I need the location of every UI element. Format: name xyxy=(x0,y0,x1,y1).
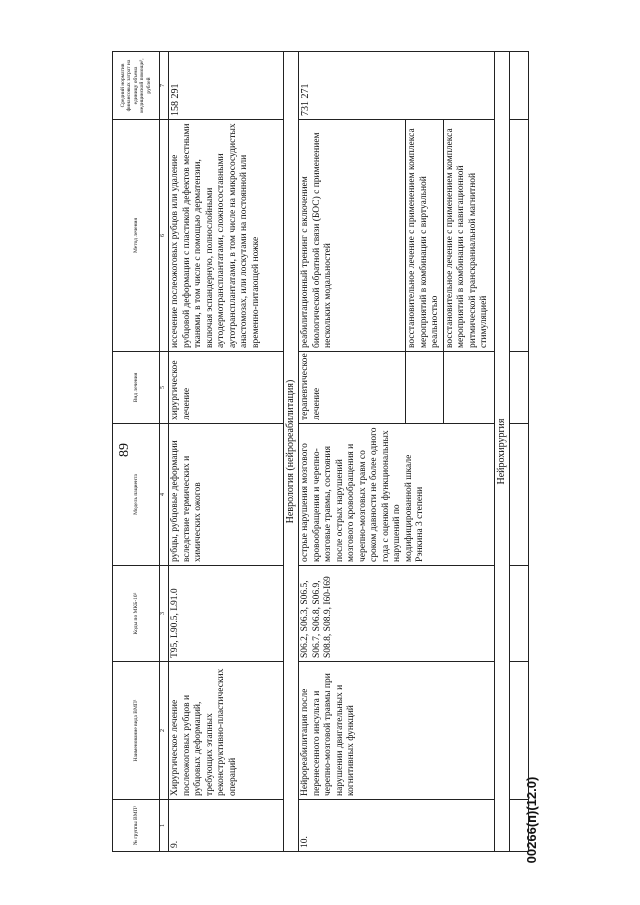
treatment-type-empty xyxy=(443,352,494,424)
treatment-type: терапевтическое лечение xyxy=(299,352,406,424)
treatment-method: иссечение послеожоговых рубцов или удаление рубцовой деформации с пластикой дефектов местными тканями, в том числе с помощью дерматензии, включая эспандерную, полнослойными аутодермотрансплантатами, сложносоставными аутотрансплантатами, в том числе на микрососудистых анастомозах, или лоскутами на постоянной или временно-питающей ножке xyxy=(169,120,284,352)
table-header-row xyxy=(113,52,160,852)
header-name: Наименование вида ВМП¹ xyxy=(113,662,160,800)
empty-cell xyxy=(509,120,528,352)
rotated-table-sheet xyxy=(112,52,547,852)
empty-cell xyxy=(509,52,528,120)
icd-codes: T95, L90.5, L91.0 xyxy=(169,566,284,662)
section-row xyxy=(494,52,509,852)
empty-cell xyxy=(509,424,528,566)
column-number-row xyxy=(160,52,169,852)
treatment-method: реабилитационный тренинг с включением биологической обратной связи (БОС) с применением нескольких модальностей xyxy=(299,120,406,352)
column-number: 7 xyxy=(160,52,169,120)
table-row xyxy=(509,52,528,852)
header-model: Модель пациента xyxy=(113,424,160,566)
price: 731 271 xyxy=(299,52,495,120)
header-group: № группы ВМП¹ xyxy=(113,800,160,852)
document-code: 00266(п)(12.0) xyxy=(524,776,539,864)
column-number: 2 xyxy=(160,662,169,800)
table-row xyxy=(299,52,406,852)
column-number: 5 xyxy=(160,352,169,424)
header-price: Средний норматив финансовых затрат на единицу объема медицинской помощи³, рублей xyxy=(113,52,160,120)
column-number: 6 xyxy=(160,120,169,352)
empty-cell xyxy=(509,662,528,800)
table-row xyxy=(169,52,284,852)
section-title: Нейрохирургия xyxy=(494,52,509,852)
vmp-table xyxy=(112,51,529,852)
group-number: 10. xyxy=(299,800,495,852)
header-codes: Коды по МКБ-10² xyxy=(113,566,160,662)
patient-model: рубцы, рубцовые деформации вследствие термических и химических ожогов xyxy=(169,424,284,566)
treatment-type: хирургическое лечение xyxy=(169,352,284,424)
column-number: 4 xyxy=(160,424,169,566)
header-type: Вид лечения xyxy=(113,352,160,424)
patient-model: острые нарушения мозгового кровообращения и черепно-мозговые травмы, состояния после острых нарушений мозгового кровообращения и черепно-мозговых травм со сроком давности не более одного года с оценкой функциональных нарушений по модифицированной шкале Рэнкина 3 степени xyxy=(299,424,495,566)
treatment-method: восстановительное лечение с применением комплекса мероприятий в комбинации с виртуальной реальностью xyxy=(406,120,444,352)
column-number: 3 xyxy=(160,566,169,662)
section-row xyxy=(284,52,299,852)
column-number: 1 xyxy=(160,800,169,852)
empty-cell xyxy=(509,566,528,662)
treatment-method: восстановительное лечение с применением комплекса мероприятий в комбинации с навигационной ритмической транскраниальной магнитной стимуляцией xyxy=(443,120,494,352)
empty-cell xyxy=(509,800,528,852)
price: 158 291 xyxy=(169,52,284,120)
treatment-type-empty xyxy=(406,352,444,424)
icd-codes: S06.2, S06.3, S06.5, S06.7, S06.8, S06.9, S08.8, S08.9, I60-I69 xyxy=(299,566,495,662)
page-number: 89 xyxy=(117,443,132,457)
section-title: Неврология (нейрореабилитация) xyxy=(284,52,299,852)
header-method: Метод лечения xyxy=(113,120,160,352)
empty-cell xyxy=(509,352,528,424)
vmp-name: Нейрореабилитация после перенесенного инсульта и черепно-мозговой травмы при нарушении двигательных и когнитивных функций xyxy=(299,662,495,800)
vmp-name: Хирургическое лечение послеожоговых рубцов и рубцовых деформаций, требующих этапных реконструктивно-пластических операций xyxy=(169,662,284,800)
group-number: 9. xyxy=(169,800,284,852)
